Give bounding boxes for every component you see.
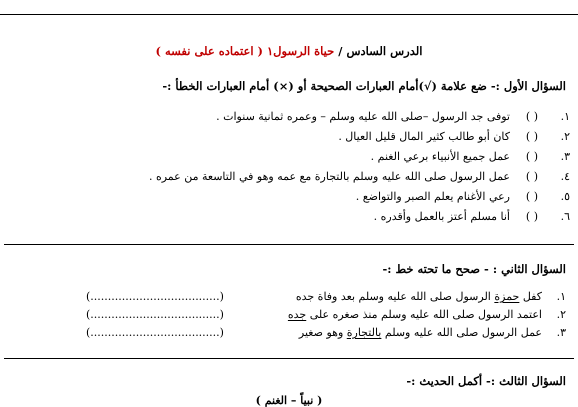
q2-item-text xyxy=(299,326,542,339)
q2-text-pre: عمل الرسول صلى الله عليه وسلم xyxy=(381,326,542,339)
q2-item-number: ٢. xyxy=(556,308,566,321)
answer-box[interactable]: ( ) xyxy=(525,170,538,183)
underlined-word: حمزة xyxy=(494,290,520,303)
q1-item-number: ٥. xyxy=(560,190,570,203)
q2-heading: السؤال الثاني : - صحح ما تحته خط :- xyxy=(382,262,566,276)
q2-item-text xyxy=(288,308,542,321)
q1-item-number: ١. xyxy=(560,110,570,123)
q1-item-number: ٦. xyxy=(560,210,570,223)
lesson-title xyxy=(0,44,578,58)
q1-item-text: رعي الأغنام يعلم الصبر والتواضع . xyxy=(355,190,510,203)
answer-box[interactable]: ( ) xyxy=(525,210,538,223)
answer-blank[interactable]: (.....................................) xyxy=(86,326,224,339)
q1-item-text: عمل جميع الأنبياء برعي الغنم . xyxy=(370,150,510,163)
q3-heading: السؤال الثالث :- أكمل الحديث :- xyxy=(406,374,566,388)
q1-item-text: توفى جد الرسول –صلى الله عليه وسلم – وعمره ثمانية سنوات . xyxy=(216,110,510,123)
q1-item-text: كان أبو طالب كثير المال قليل العيال . xyxy=(338,130,510,143)
q2-text-pre: اعتمد الرسول صلى الله عليه وسلم منذ صغره على xyxy=(306,308,542,321)
section-divider xyxy=(4,358,574,359)
q1-item-number: ٢. xyxy=(560,130,570,143)
underlined-word: جده xyxy=(287,308,307,321)
answer-blank[interactable]: (.....................................) xyxy=(86,308,224,321)
answer-box[interactable]: ( ) xyxy=(525,130,538,143)
q2-text-post: وهو صغير xyxy=(298,326,347,339)
answer-box[interactable]: ( ) xyxy=(525,110,538,123)
q2-item-number: ٣. xyxy=(556,326,566,339)
lesson-topic: ( اعتماده على نفسه ) xyxy=(155,44,263,58)
top-border xyxy=(0,14,578,15)
q2-item-text xyxy=(296,290,542,303)
q1-item-text: أنا مسلم أعتز بالعمل وأقدره . xyxy=(373,210,510,223)
answer-box[interactable]: ( ) xyxy=(525,190,538,203)
q1-item-text: عمل الرسول صلى الله عليه وسلم بالتجارة مع عمه وهو في التاسعة من عمره . xyxy=(148,170,510,183)
answer-box[interactable]: ( ) xyxy=(525,150,538,163)
lesson-label: الدرس السادس / xyxy=(338,44,423,58)
lesson-subject: حياة الرسول١ xyxy=(266,44,335,58)
underlined-word: بالتجارة xyxy=(346,326,382,339)
answer-blank[interactable]: (.....................................) xyxy=(86,290,224,303)
q1-heading: السؤال الأول :- ضع علامة (√)أمام العبارات الصحيحة أو (×) أمام العبارات الخطأ :- xyxy=(162,79,566,93)
q1-item-number: ٣. xyxy=(560,150,570,163)
q2-text-post: الرسول صلى الله عليه وسلم بعد وفاة جده xyxy=(295,290,495,303)
q2-text-pre: كفل xyxy=(519,290,542,303)
q3-word-bank: ( نبياً – الغنم ) xyxy=(255,394,323,407)
q1-item-number: ٤. xyxy=(560,170,570,183)
q2-item-number: ١. xyxy=(556,290,566,303)
section-divider xyxy=(4,244,574,245)
